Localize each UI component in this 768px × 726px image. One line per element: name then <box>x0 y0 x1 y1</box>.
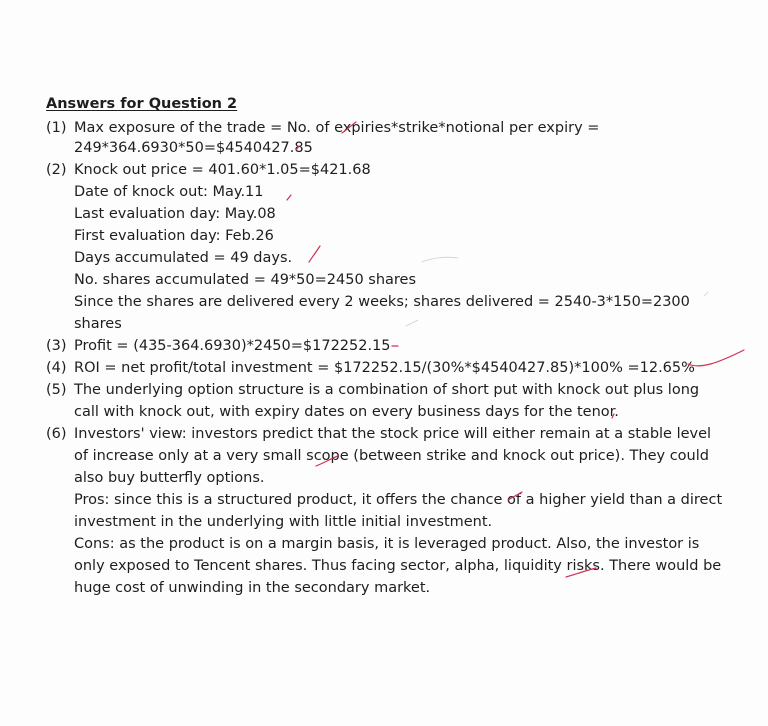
answer-6-line-6: Cons: as the product is on a margin basis, it is leveraged product. Also, the investor is <box>74 536 700 552</box>
answer-1-number: (1) <box>46 120 67 136</box>
answer-3-line-1: Profit = (435-364.6930)*2450=$172252.15 <box>74 338 391 354</box>
answer-2-line-6: No. shares accumulated = 49*50=2450 shares <box>74 272 417 288</box>
answer-6-line-2: of increase only at a very small scope (between strike and knock out price). They could <box>74 448 709 464</box>
answer-6-line-7: only exposed to Tencent shares. Thus facing sector, alpha, liquidity risks. There would be <box>74 558 722 574</box>
answer-5-number: (5) <box>46 382 67 398</box>
answer-5-line-1: The underlying option structure is a combination of short put with knock out plus long <box>74 382 700 398</box>
answer-6-number: (6) <box>46 426 67 442</box>
answer-2-line-1: Knock out price = 401.60*1.05=$421.68 <box>74 162 371 178</box>
answer-2-number: (2) <box>46 162 67 178</box>
tick-mark-6 <box>688 350 744 366</box>
answer-6-line-5: investment in the underlying with little initial investment. <box>74 514 493 530</box>
answer-2-line-2: Date of knock out: May.11 <box>74 184 264 200</box>
tick-mark-4 <box>309 246 320 262</box>
answer-6-line-1: Investors' view: investors predict that the stock price will either remain at a stable level <box>74 426 712 442</box>
answer-5-line-2: call with knock out, with expiry dates on every business days for the tenor. <box>74 404 619 420</box>
answer-4-number: (4) <box>46 360 67 376</box>
answer-6-line-8: huge cost of unwinding in the secondary market. <box>74 580 431 596</box>
answer-6-line-3: also buy butterfly options. <box>74 470 265 486</box>
answer-2-line-8: shares <box>74 316 122 332</box>
answer-1-line-1: Max exposure of the trade = No. of expiries*strike*notional per expiry = <box>74 120 600 136</box>
faint-pencil-mark-2 <box>406 320 418 326</box>
answer-3-number: (3) <box>46 338 67 354</box>
answer-2-line-7: Since the shares are delivered every 2 weeks; shares delivered = 2540-3*150=2300 <box>74 294 690 310</box>
answer-6-line-4: Pros: since this is a structured product, it offers the chance of a higher yield than a direct <box>74 492 723 508</box>
answer-2-line-3: Last evaluation day: May.08 <box>74 206 276 222</box>
answer-1-line-2: 249*364.6930*50=$4540427.85 <box>74 140 313 156</box>
answers-heading: Answers for Question 2 <box>46 96 238 112</box>
answer-2-line-5: Days accumulated = 49 days. <box>74 250 293 266</box>
tick-mark-3 <box>287 195 291 200</box>
answer-2-line-4: First evaluation day: Feb.26 <box>74 228 274 244</box>
faint-pencil-mark-1 <box>422 257 458 262</box>
faint-pencil-mark-3 <box>704 292 708 296</box>
answer-4-line-1: ROI = net profit/total investment = $172252.15/(30%*$4540427.85)*100% =12.65% <box>74 360 695 376</box>
